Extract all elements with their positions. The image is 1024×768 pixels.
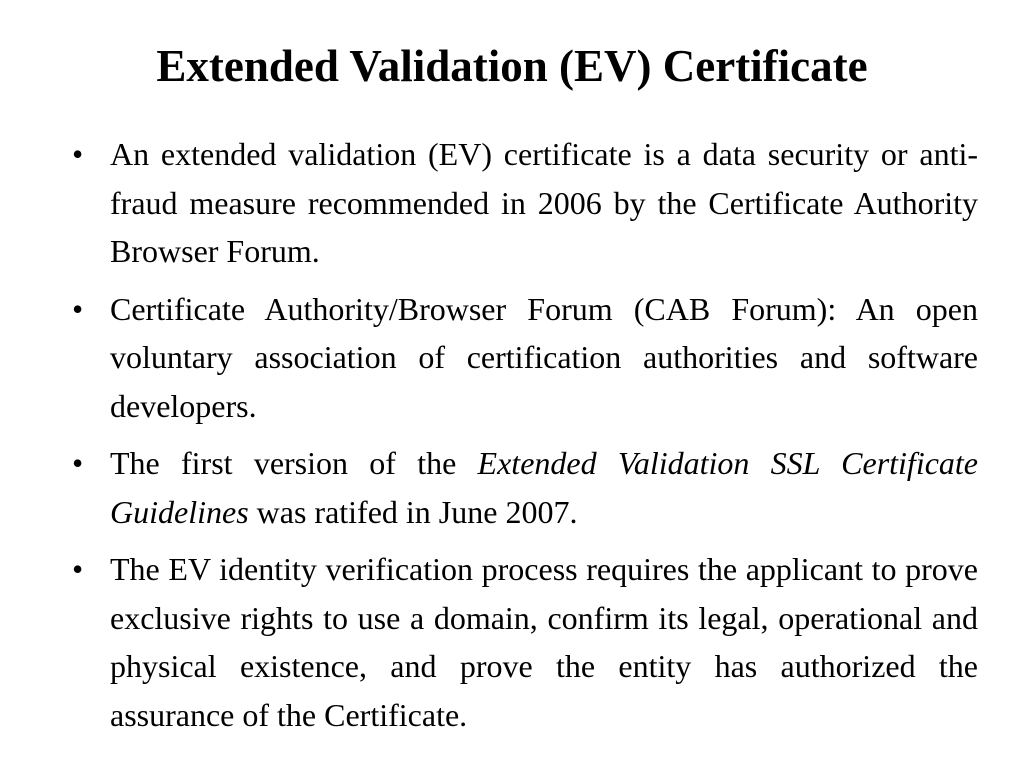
- bullet-text: Certificate Authority/Browser Forum (CAB Forum): An open voluntary association of certification authorities and software developers.: [110, 290, 978, 424]
- bullet-list: [0, 130, 1024, 748]
- guidelines-title: Extended Validation SSL Certificate Guidelines: [110, 445, 979, 530]
- bullet-text: [110, 439, 978, 536]
- bullet-item-verification-process: [0, 545, 1024, 739]
- bullet-text: An extended validation (EV) certificate is a data security or anti-fraud measure recommended in 2006 by the Certificate Authority Browser Forum.: [110, 136, 978, 269]
- bullet-dot-icon: •: [72, 551, 84, 587]
- bullet-item-cab-forum: [0, 285, 1024, 431]
- bullet-text-after: was ratifed in June 2007.: [248, 493, 578, 530]
- slide-title: Extended Validation (EV) Certificate: [156, 41, 868, 91]
- bullet-dot-icon: •: [72, 445, 84, 481]
- bullet-dot-icon: •: [72, 136, 84, 172]
- bullet-text-before: The first version of the: [110, 445, 478, 481]
- bullet-item-ev-definition: [0, 130, 1024, 276]
- bullet-item-guidelines: [0, 439, 1024, 536]
- bullet-dot-icon: •: [72, 290, 84, 327]
- bullet-text: The EV identity verification process requires the applicant to prove exclusive rights to use a domain, confirm its legal, operational and physical existence, and prove the entity has authorized the assurance of the Certificate.: [110, 551, 978, 733]
